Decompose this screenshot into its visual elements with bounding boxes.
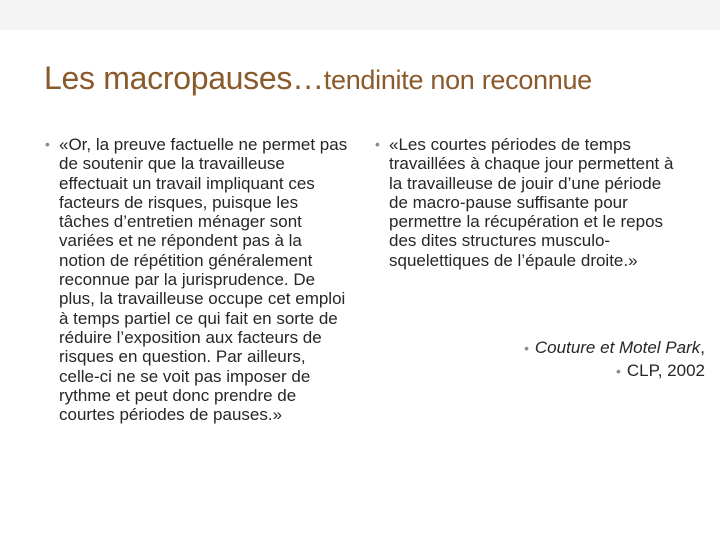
citation-source — [616, 360, 705, 382]
left-quote-text: «Or, la preuve factuelle ne permet pas de soutenir que la travailleuse effectuait un travail impliquant ces facteurs de risques, puisque les tâches d’entretien ménager sont variées et ne répondent pas à la notion de répétition généralement reconnue par la jurisprudence. De plus, la travailleuse occupe cet emploi à temps partiel ce qui fait en sorte de réduire l’exposition aux facteurs de risques en question. Par ailleurs, celle-ci ne se voit pas imposer de rythme et peut donc prendre de courtes périodes de pauses.» — [59, 135, 348, 425]
citation-source-text: CLP, 2002 — [626, 361, 705, 380]
bullet-icon: • — [524, 340, 529, 356]
bullet-icon: • — [615, 363, 621, 379]
right-quote-block — [375, 135, 674, 270]
citation-case — [524, 337, 705, 359]
left-quote-block — [45, 135, 349, 425]
bullet-icon: • — [375, 136, 380, 152]
right-quote-text: «Les courtes périodes de temps travaillées à chaque jour permettent à la travailleuse de jouir d’une période de macro-pause suffisante pour permettre la récupération et le repos des dites structures musculo-squelettiques de l’épaule droite.» — [389, 135, 674, 270]
title-main: Les macropauses… — [44, 60, 324, 96]
bullet-icon: • — [45, 136, 50, 152]
citation-name: Couture et Motel Park — [534, 338, 701, 357]
slide-title — [44, 60, 592, 97]
top-band — [0, 0, 720, 30]
title-sub: tendinite non reconnue — [323, 65, 592, 95]
citation-comma: , — [700, 338, 705, 357]
